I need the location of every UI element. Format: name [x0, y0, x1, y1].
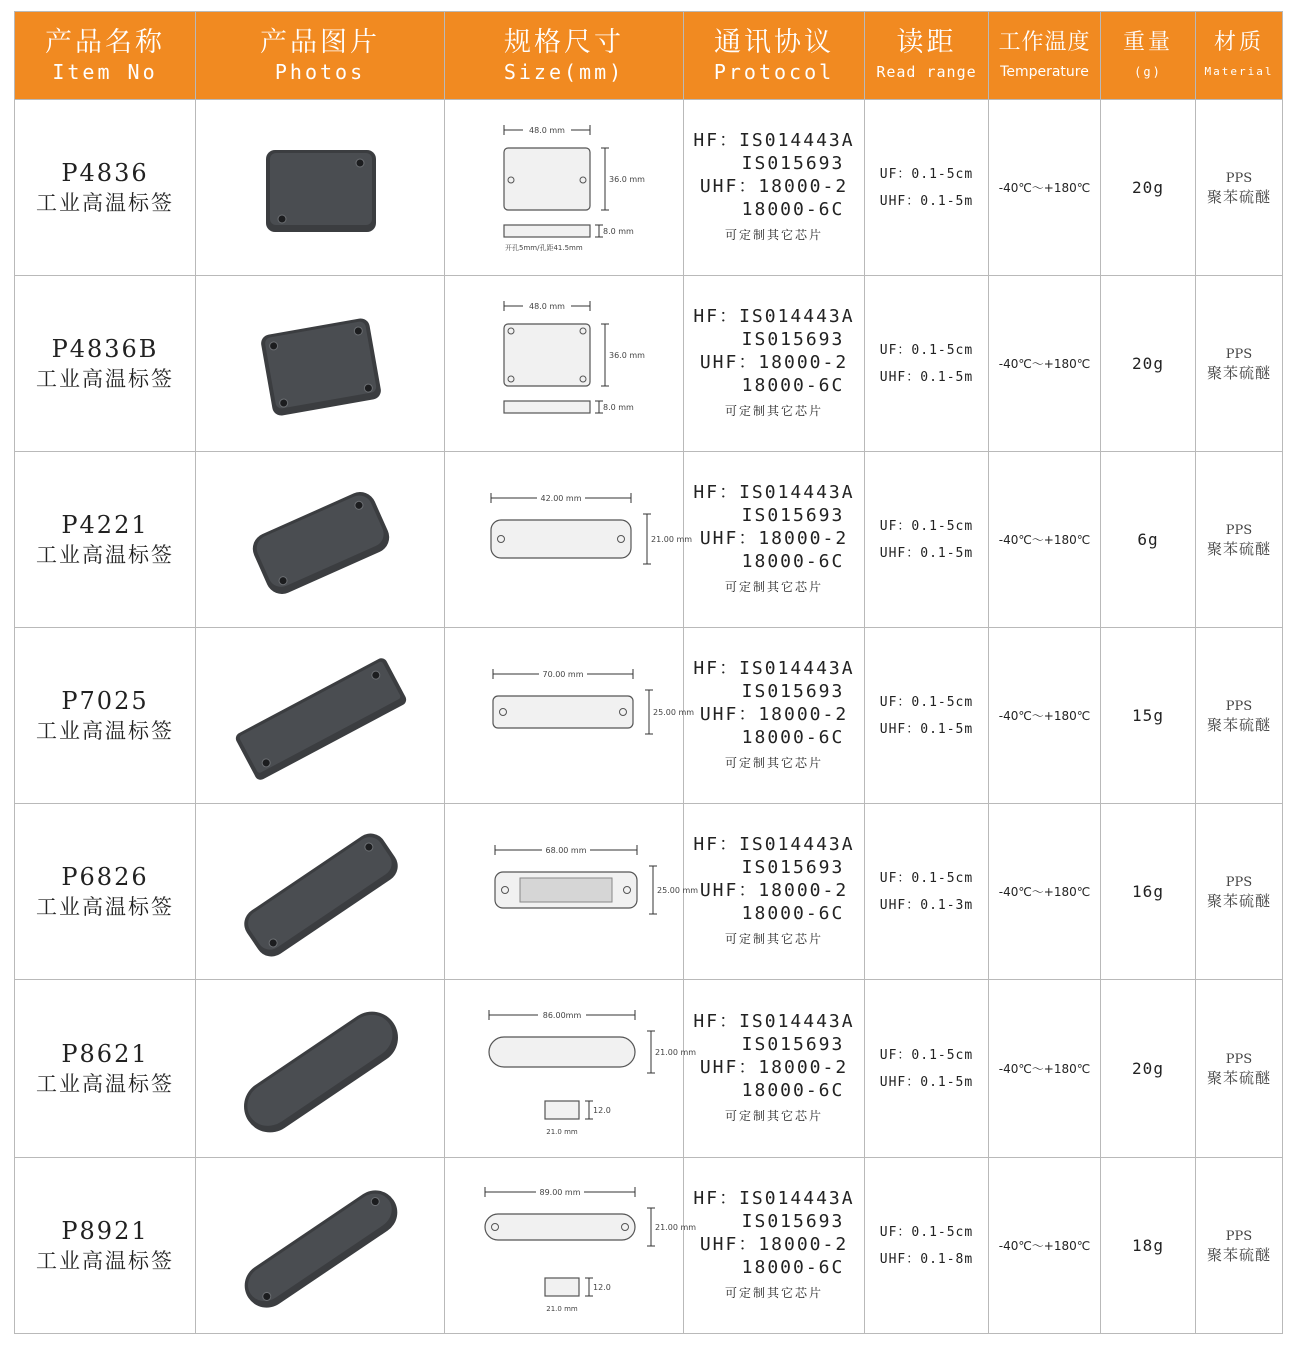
material-en: PPS: [1225, 346, 1253, 362]
material-cn: 聚苯硫醚: [1206, 363, 1271, 382]
dimension-width-label: 36.0 mm: [609, 350, 645, 360]
dimension-length-label: 68.00 mm: [545, 845, 587, 855]
protocol-cell: [684, 100, 865, 276]
range-uhf: UHF：0.1-3m: [879, 897, 974, 913]
size-cell: [445, 1158, 697, 1334]
photo-cell: [196, 628, 445, 804]
photo-cell: [196, 804, 445, 980]
item-name: 工业高温标签: [36, 190, 174, 215]
size-cell: [445, 980, 697, 1158]
protocol-cell: [684, 980, 865, 1158]
protocol-hf: HF：IS014443A: [693, 1187, 855, 1209]
protocol-custom: 可定制其它芯片: [724, 931, 823, 946]
protocol-hf-2: IS015693: [741, 1033, 845, 1055]
outline-top-view: [491, 520, 631, 558]
size-drawing: [449, 284, 679, 444]
protocol-uhf-2: 18000-6C: [741, 550, 845, 572]
header-temp: [989, 12, 1101, 100]
table-row: [15, 452, 1283, 628]
material-en: PPS: [1225, 170, 1253, 186]
product-photo: [196, 807, 445, 977]
range-hf: UF：0.1-5cm: [879, 1224, 974, 1240]
range-uhf: UHF：0.1-5m: [879, 1074, 974, 1090]
range-uhf: UHF：0.1-8m: [879, 1251, 974, 1267]
header-protocol-en: Protocol: [713, 59, 835, 84]
protocol-custom: 可定制其它芯片: [724, 1285, 823, 1300]
outline-side-view: [545, 1278, 579, 1296]
dimension-length-label: 70.00 mm: [542, 669, 584, 679]
photo-cell: [196, 276, 445, 452]
range-hf: UF：0.1-5cm: [879, 166, 974, 182]
material-cn: 聚苯硫醚: [1206, 715, 1271, 734]
protocol-custom: 可定制其它芯片: [724, 755, 823, 770]
item-cell: [15, 804, 196, 980]
item-name: 工业高温标签: [36, 366, 174, 391]
protocol-hf-2: IS015693: [741, 152, 845, 174]
header-weight-en: (g): [1134, 64, 1162, 79]
table-row: [15, 1158, 1283, 1334]
dimension-side-label: 21.0 mm: [546, 1127, 578, 1136]
protocol-cell: [684, 452, 865, 628]
product-face: [243, 832, 397, 955]
mounting-hole: [356, 159, 364, 167]
item-name: 工业高温标签: [36, 1248, 174, 1273]
temp-cell: -40℃～+180℃: [989, 1158, 1101, 1334]
material-en: PPS: [1225, 522, 1253, 538]
header-temp-cn: 工作温度: [998, 29, 1091, 55]
material-en: PPS: [1225, 1051, 1253, 1067]
table-row: [15, 628, 1283, 804]
temp-cell: -40℃～+180℃: [989, 804, 1101, 980]
protocol-uhf: UHF：18000-2: [699, 527, 849, 549]
material-cell: [1196, 628, 1283, 804]
header-material-en: Material: [1204, 64, 1274, 78]
inlay-area: [520, 878, 612, 902]
header-item-cn: 产品名称: [45, 26, 165, 58]
protocol-uhf-2: 18000-6C: [741, 1256, 845, 1278]
outline-top-view: [504, 148, 590, 210]
item-name: 工业高温标签: [36, 894, 174, 919]
item-code: P4836: [61, 158, 149, 187]
material-en: PPS: [1225, 874, 1253, 890]
protocol-custom: 可定制其它芯片: [724, 227, 823, 242]
range-cell: [865, 980, 989, 1158]
protocol-cell: [684, 804, 865, 980]
weight-cell: 6g: [1101, 452, 1196, 628]
temp-cell: -40℃～+180℃: [989, 100, 1101, 276]
material-cn: 聚苯硫醚: [1206, 891, 1271, 910]
photo-cell: [196, 452, 445, 628]
temp-cell: -40℃～+180℃: [989, 452, 1101, 628]
item-cell: [15, 628, 196, 804]
mounting-hole: [278, 215, 286, 223]
dimension-length-label: 86.00mm: [542, 1010, 582, 1020]
item-code: P8921: [61, 1216, 149, 1245]
weight-cell: 20g: [1101, 980, 1196, 1158]
size-drawing: [449, 636, 695, 796]
protocol-hf: HF：IS014443A: [693, 657, 855, 679]
header-material: [1196, 12, 1283, 100]
dimension-width-label: 8.0 mm: [603, 402, 634, 412]
material-en: PPS: [1225, 1228, 1253, 1244]
range-cell: [865, 100, 989, 276]
protocol-hf-2: IS015693: [741, 504, 845, 526]
photo-cell: [196, 980, 445, 1158]
size-drawing: [449, 812, 699, 972]
protocol-custom: 可定制其它芯片: [724, 579, 823, 594]
material-cell: [1196, 804, 1283, 980]
size-cell: [445, 100, 684, 276]
weight-cell: 18g: [1101, 1158, 1196, 1334]
protocol-custom: 可定制其它芯片: [724, 403, 823, 418]
product-body: [238, 827, 404, 962]
photo-cell: [196, 100, 445, 276]
outline-side-view: [504, 401, 590, 413]
product-body: [236, 1181, 406, 1315]
protocol-hf-2: IS015693: [741, 680, 845, 702]
dimension-width-label: 12.0: [593, 1105, 611, 1115]
temp-cell: -40℃～+180℃: [989, 628, 1101, 804]
range-uhf: UHF：0.1-5m: [879, 369, 974, 385]
range-uhf: UHF：0.1-5m: [879, 193, 974, 209]
range-cell: [865, 804, 989, 980]
header-material-cn: 材质: [1213, 29, 1264, 55]
protocol-uhf: UHF：18000-2: [699, 879, 849, 901]
product-body: [260, 317, 383, 417]
header-weight: [1101, 12, 1196, 100]
item-name: 工业高温标签: [36, 542, 174, 567]
dimension-note: 开孔5mm/孔距41.5mm: [505, 243, 583, 252]
header-range-en: Read range: [876, 62, 977, 81]
product-photo: [196, 631, 445, 801]
dimension-width-label: 21.00 mm: [651, 534, 693, 544]
range-hf: UF：0.1-5cm: [879, 342, 974, 358]
range-hf: UF：0.1-5cm: [879, 1047, 974, 1063]
size-cell: [445, 276, 684, 452]
size-cell: [445, 628, 695, 804]
protocol-custom: 可定制其它芯片: [724, 1108, 823, 1123]
item-name: 工业高温标签: [36, 718, 174, 743]
protocol-uhf-2: 18000-6C: [741, 198, 845, 220]
range-hf: UF：0.1-5cm: [879, 518, 974, 534]
outline-side-view: [504, 225, 590, 237]
product-photo: [196, 1161, 445, 1331]
dimension-side-label: 21.0 mm: [546, 1304, 578, 1313]
range-hf: UF：0.1-5cm: [879, 870, 974, 886]
product-photo: [196, 455, 445, 625]
range-uhf: UHF：0.1-5m: [879, 545, 974, 561]
header-size: [445, 12, 684, 100]
table-row: [15, 980, 1283, 1158]
table-row: [15, 804, 1283, 980]
product-photo: [196, 103, 445, 273]
product-photo: [196, 279, 445, 449]
item-code: P4221: [61, 510, 149, 539]
range-cell: [865, 452, 989, 628]
header-row: [15, 12, 1283, 100]
size-drawing: [449, 989, 697, 1149]
item-cell: [15, 1158, 196, 1334]
material-cn: 聚苯硫醚: [1206, 1068, 1271, 1087]
header-protocol-cn: 通讯协议: [714, 26, 834, 58]
material-cell: [1196, 276, 1283, 452]
material-en: PPS: [1225, 698, 1253, 714]
dimension-length-label: 48.0 mm: [529, 301, 565, 311]
weight-cell: 20g: [1101, 276, 1196, 452]
header-size-cn: 规格尺寸: [504, 26, 624, 58]
dimension-width-label: 21.00 mm: [655, 1222, 697, 1232]
header-temp-en: Temperature: [1000, 63, 1089, 80]
header-weight-cn: 重量: [1122, 29, 1173, 55]
product-body: [234, 1001, 408, 1142]
item-code: P7025: [61, 686, 149, 715]
range-hf: UF：0.1-5cm: [879, 694, 974, 710]
header-range-cn: 读距: [896, 26, 957, 58]
product-body: [234, 656, 409, 782]
outline-top-view: [493, 696, 633, 728]
protocol-uhf-2: 18000-6C: [741, 902, 845, 924]
product-photo: [196, 984, 445, 1154]
protocol-hf: HF：IS014443A: [693, 1010, 855, 1032]
header-photo: [196, 12, 445, 100]
protocol-uhf: UHF：18000-2: [699, 175, 849, 197]
item-code: P6826: [61, 862, 149, 891]
material-cell: [1196, 980, 1283, 1158]
size-drawing: [449, 1166, 697, 1326]
protocol-uhf: UHF：18000-2: [699, 1233, 849, 1255]
protocol-hf: HF：IS014443A: [693, 305, 855, 327]
range-cell: [865, 628, 989, 804]
protocol-uhf-2: 18000-6C: [741, 1079, 845, 1101]
item-cell: [15, 276, 196, 452]
size-cell: [445, 804, 699, 980]
weight-cell: 20g: [1101, 100, 1196, 276]
header-photo-cn: 产品图片: [260, 26, 380, 58]
range-cell: [865, 276, 989, 452]
dimension-width-label: 25.00 mm: [657, 885, 699, 895]
header-item: [15, 12, 196, 100]
item-cell: [15, 980, 196, 1158]
range-cell: [865, 1158, 989, 1334]
protocol-cell: [684, 628, 865, 804]
item-cell: [15, 452, 196, 628]
spec-table: [14, 11, 1283, 1334]
header-size-en: Size(mm): [503, 59, 625, 84]
material-cell: [1196, 452, 1283, 628]
size-cell: [445, 452, 693, 628]
protocol-hf-2: IS015693: [741, 856, 845, 878]
size-drawing: [449, 108, 679, 268]
dimension-length-label: 89.00 mm: [539, 1187, 581, 1197]
header-item-en: Item No: [52, 59, 158, 84]
material-cn: 聚苯硫醚: [1206, 539, 1271, 558]
product-body: [248, 486, 395, 598]
dimension-width-label: 25.00 mm: [653, 707, 695, 717]
header-range: [865, 12, 989, 100]
dimension-length-label: 48.0 mm: [529, 125, 565, 135]
material-cell: [1196, 1158, 1283, 1334]
protocol-uhf: UHF：18000-2: [699, 703, 849, 725]
outline-top-view: [489, 1037, 635, 1067]
protocol-hf: HF：IS014443A: [693, 481, 855, 503]
dimension-width-label: 8.0 mm: [603, 226, 634, 236]
product-face: [239, 1006, 401, 1134]
dimension-width-label: 36.0 mm: [609, 174, 645, 184]
size-drawing: [449, 460, 693, 620]
item-code: P4836B: [51, 334, 159, 363]
temp-cell: -40℃～+180℃: [989, 276, 1101, 452]
protocol-hf-2: IS015693: [741, 1210, 845, 1232]
dimension-length-label: 42.00 mm: [540, 493, 582, 503]
table-row: [15, 100, 1283, 276]
header-protocol: [684, 12, 865, 100]
protocol-uhf: UHF：18000-2: [699, 1056, 849, 1078]
protocol-hf: HF：IS014443A: [693, 129, 855, 151]
outline-side-view: [545, 1101, 579, 1119]
dimension-width-label: 21.00 mm: [655, 1047, 697, 1057]
protocol-hf-2: IS015693: [741, 328, 845, 350]
protocol-uhf-2: 18000-6C: [741, 374, 845, 396]
temp-cell: -40℃～+180℃: [989, 980, 1101, 1158]
item-cell: [15, 100, 196, 276]
header-photo-en: Photos: [274, 59, 366, 84]
outline-top-view: [504, 324, 590, 386]
material-cn: 聚苯硫醚: [1206, 187, 1271, 206]
product-body: [266, 150, 376, 232]
dimension-width-label: 12.0: [593, 1282, 611, 1292]
weight-cell: 15g: [1101, 628, 1196, 804]
item-name: 工业高温标签: [36, 1071, 174, 1096]
photo-cell: [196, 1158, 445, 1334]
outline-top-view: [485, 1214, 635, 1240]
protocol-uhf: UHF：18000-2: [699, 351, 849, 373]
weight-cell: 16g: [1101, 804, 1196, 980]
material-cell: [1196, 100, 1283, 276]
protocol-cell: [684, 276, 865, 452]
item-code: P8621: [61, 1039, 149, 1068]
material-cn: 聚苯硫醚: [1206, 1245, 1271, 1264]
table-row: [15, 276, 1283, 452]
protocol-hf: HF：IS014443A: [693, 833, 855, 855]
protocol-uhf-2: 18000-6C: [741, 726, 845, 748]
protocol-cell: [684, 1158, 865, 1334]
range-uhf: UHF：0.1-5m: [879, 721, 974, 737]
